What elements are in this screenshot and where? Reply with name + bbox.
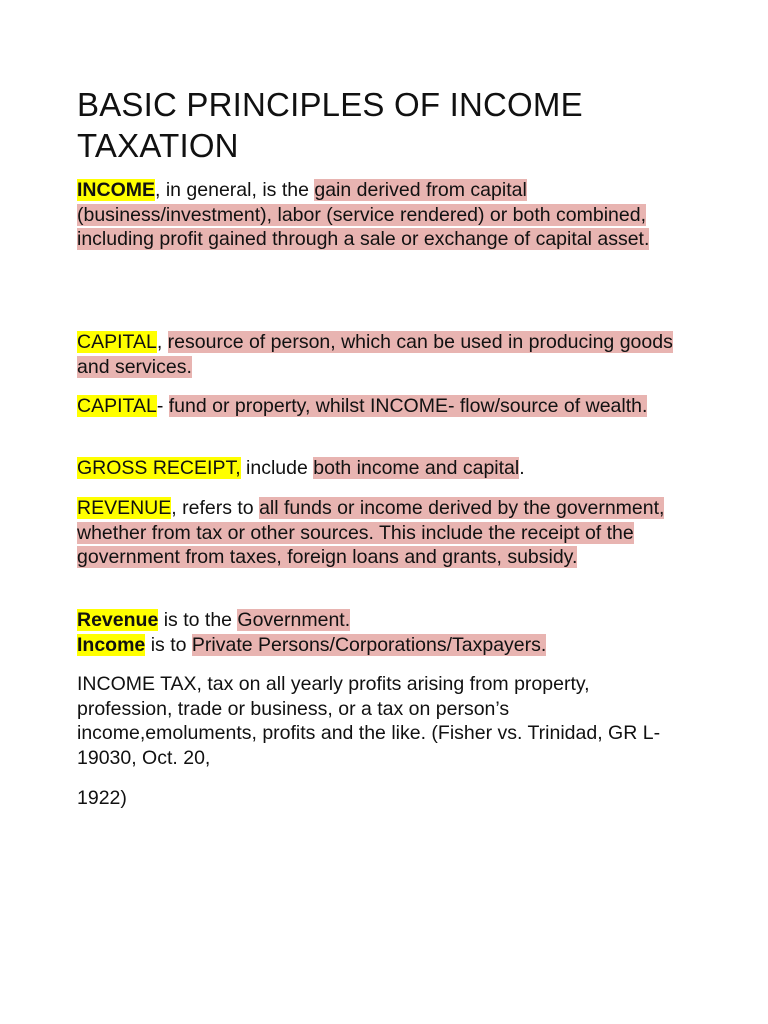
income-comparison-target: Private Persons/Corporations/Taxpayers. bbox=[191, 633, 547, 656]
revenue-connector: , refers to bbox=[171, 497, 260, 519]
capital-definition-text-1: resource of person, which can be used in producing goods and services. bbox=[77, 331, 673, 378]
gross-receipt-end: . bbox=[519, 457, 525, 479]
capital-term-1: CAPITAL bbox=[77, 331, 157, 353]
capital-definition-text-2: fund or property, whilst INCOME- flow/source of wealth. bbox=[168, 395, 648, 417]
income-definition-text: gain derived from capital (business/investment), labor (service rendered) or both combined, including profit gained through a sale or exchange of capital asset. bbox=[77, 179, 650, 251]
gross-receipt-text: both income and capital bbox=[313, 457, 520, 479]
capital-definition-1 bbox=[77, 330, 687, 379]
revenue-comparison-term: Revenue bbox=[77, 609, 159, 631]
income-connector: , in general, is the bbox=[155, 179, 315, 201]
income-definition bbox=[77, 178, 687, 252]
capital-connector-1: , bbox=[156, 331, 168, 353]
gross-receipt-term: GROSS RECEIPT, bbox=[77, 457, 241, 479]
revenue-term: REVENUE bbox=[77, 497, 172, 519]
capital-term-2: CAPITAL bbox=[77, 395, 157, 417]
capital-definition-2 bbox=[77, 394, 687, 419]
gross-receipt-definition bbox=[77, 456, 687, 481]
revenue-comparison-target: Government. bbox=[237, 609, 351, 631]
gross-receipt-connector: include bbox=[240, 457, 314, 479]
income-comparison-connector: is to bbox=[145, 633, 192, 656]
revenue-definition bbox=[77, 496, 687, 570]
revenue-income-comparison bbox=[77, 608, 687, 657]
income-comparison-term: Income bbox=[77, 633, 146, 656]
capital-connector-2: - bbox=[156, 395, 169, 417]
income-term: INCOME bbox=[77, 179, 155, 201]
revenue-comparison-connector: is to the bbox=[158, 609, 238, 631]
document-title: BASIC PRINCIPLES OF INCOME TAXATION bbox=[77, 86, 583, 164]
income-tax-definition: INCOME TAX, tax on all yearly profits arising from property, profession, trade or business, or a tax on person’s income,emoluments, profits and the like. (Fisher vs. Trinidad, GR L-19030, Oct. 20, bbox=[77, 673, 661, 769]
revenue-definition-text: all funds or income derived by the government, whether from tax or other sources. This include the receipt of the government from taxes, foreign loans and grants, subsidy. bbox=[77, 497, 665, 569]
income-tax-year: 1922) bbox=[77, 787, 127, 809]
